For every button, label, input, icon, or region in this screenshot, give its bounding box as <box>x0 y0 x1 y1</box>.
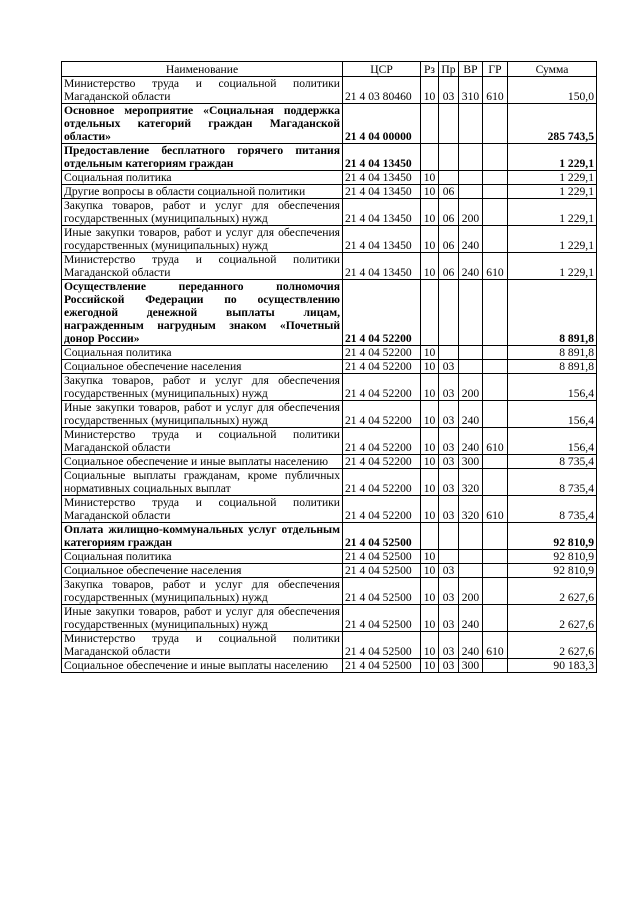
cell-gr <box>483 199 508 226</box>
cell-pr <box>439 523 459 550</box>
cell-rz: 10 <box>421 428 439 455</box>
cell-gr: 610 <box>483 428 508 455</box>
cell-pr <box>439 346 459 360</box>
cell-vr: 240 <box>459 605 483 632</box>
header-pr: Пр <box>439 62 459 77</box>
cell-gr: 610 <box>483 496 508 523</box>
cell-sum: 8 891,8 <box>508 346 597 360</box>
cell-name: Предоставление бесплатного горячего питания отдельным категориям граждан <box>62 144 343 171</box>
budget-table <box>61 61 597 673</box>
cell-pr: 03 <box>439 401 459 428</box>
cell-pr: 03 <box>439 659 459 673</box>
cell-sum: 8 735,4 <box>508 455 597 469</box>
table-row <box>62 226 597 253</box>
cell-sum: 156,4 <box>508 401 597 428</box>
cell-csr: 21 4 04 52200 <box>343 469 421 496</box>
cell-rz: 10 <box>421 374 439 401</box>
table-row <box>62 401 597 428</box>
cell-name: Оплата жилищно-коммунальных услуг отдельным категориям граждан <box>62 523 343 550</box>
cell-csr: 21 4 04 52200 <box>343 455 421 469</box>
cell-sum: 92 810,9 <box>508 523 597 550</box>
table-row <box>62 199 597 226</box>
cell-name: Иные закупки товаров, работ и услуг для обеспечения государственных (муниципальных) нужд <box>62 401 343 428</box>
table-row <box>62 469 597 496</box>
cell-pr <box>439 550 459 564</box>
cell-rz: 10 <box>421 578 439 605</box>
cell-sum: 92 810,9 <box>508 550 597 564</box>
cell-csr: 21 4 04 52200 <box>343 346 421 360</box>
cell-pr: 03 <box>439 578 459 605</box>
cell-name: Закупка товаров, работ и услуг для обеспечения государственных (муниципальных) нужд <box>62 199 343 226</box>
cell-pr: 03 <box>439 360 459 374</box>
cell-gr <box>483 185 508 199</box>
cell-vr <box>459 346 483 360</box>
cell-pr: 06 <box>439 185 459 199</box>
cell-rz: 10 <box>421 185 439 199</box>
cell-csr: 21 4 04 13450 <box>343 185 421 199</box>
table-row <box>62 144 597 171</box>
cell-sum: 8 735,4 <box>508 496 597 523</box>
table-row <box>62 360 597 374</box>
cell-sum: 1 229,1 <box>508 199 597 226</box>
cell-vr: 300 <box>459 659 483 673</box>
cell-gr <box>483 401 508 428</box>
cell-rz: 10 <box>421 469 439 496</box>
cell-vr: 300 <box>459 455 483 469</box>
table-row <box>62 632 597 659</box>
cell-rz: 10 <box>421 496 439 523</box>
cell-name: Основное мероприятие «Социальная поддержка отдельных категорий граждан Магаданской области» <box>62 104 343 144</box>
table-row <box>62 185 597 199</box>
cell-name: Социальная политика <box>62 171 343 185</box>
cell-name: Социальное обеспечение и иные выплаты населению <box>62 455 343 469</box>
cell-pr: 03 <box>439 428 459 455</box>
cell-pr <box>439 104 459 144</box>
table-header-row <box>62 62 597 77</box>
cell-gr <box>483 605 508 632</box>
table-row <box>62 104 597 144</box>
cell-csr: 21 4 04 52500 <box>343 578 421 605</box>
cell-csr: 21 4 04 13450 <box>343 253 421 280</box>
header-csr: ЦСР <box>343 62 421 77</box>
cell-rz <box>421 144 439 171</box>
table-row <box>62 346 597 360</box>
cell-rz: 10 <box>421 605 439 632</box>
table-row <box>62 564 597 578</box>
table-row <box>62 523 597 550</box>
cell-vr <box>459 144 483 171</box>
cell-gr <box>483 550 508 564</box>
cell-sum: 1 229,1 <box>508 171 597 185</box>
cell-vr: 240 <box>459 253 483 280</box>
cell-sum: 156,4 <box>508 374 597 401</box>
cell-pr: 03 <box>439 605 459 632</box>
cell-name: Закупка товаров, работ и услуг для обеспечения государственных (муниципальных) нужд <box>62 374 343 401</box>
cell-name: Министерство труда и социальной политики Магаданской области <box>62 253 343 280</box>
cell-csr: 21 4 04 52200 <box>343 401 421 428</box>
cell-vr: 320 <box>459 496 483 523</box>
table-row <box>62 374 597 401</box>
cell-gr: 610 <box>483 632 508 659</box>
cell-pr: 03 <box>439 632 459 659</box>
cell-csr: 21 4 04 13450 <box>343 144 421 171</box>
cell-rz: 10 <box>421 77 439 104</box>
cell-pr: 03 <box>439 77 459 104</box>
cell-rz <box>421 523 439 550</box>
cell-sum: 1 229,1 <box>508 253 597 280</box>
cell-name: Другие вопросы в области социальной политики <box>62 185 343 199</box>
cell-sum: 90 183,3 <box>508 659 597 673</box>
cell-pr: 03 <box>439 469 459 496</box>
cell-name: Социальная политика <box>62 550 343 564</box>
cell-name: Министерство труда и социальной политики Магаданской области <box>62 496 343 523</box>
cell-csr: 21 4 04 52500 <box>343 659 421 673</box>
cell-rz: 10 <box>421 455 439 469</box>
cell-pr <box>439 144 459 171</box>
cell-rz: 10 <box>421 401 439 428</box>
cell-gr <box>483 144 508 171</box>
cell-csr: 21 4 04 52500 <box>343 550 421 564</box>
table-row <box>62 77 597 104</box>
cell-rz: 10 <box>421 253 439 280</box>
cell-csr: 21 4 04 52200 <box>343 428 421 455</box>
cell-gr <box>483 360 508 374</box>
cell-sum: 150,0 <box>508 77 597 104</box>
cell-sum: 285 743,5 <box>508 104 597 144</box>
cell-sum: 8 891,8 <box>508 360 597 374</box>
header-vr: ВР <box>459 62 483 77</box>
table-row <box>62 280 597 346</box>
cell-vr: 200 <box>459 578 483 605</box>
cell-vr: 240 <box>459 226 483 253</box>
cell-sum: 8 735,4 <box>508 469 597 496</box>
cell-name: Осуществление переданного полномочия Российской Федерации по осуществлению ежегодной денежной выплаты лицам, награжденным нагрудным знаком «Почетный донор России» <box>62 280 343 346</box>
cell-name: Иные закупки товаров, работ и услуг для обеспечения государственных (муниципальных) нужд <box>62 605 343 632</box>
cell-name: Социальная политика <box>62 346 343 360</box>
cell-pr: 06 <box>439 253 459 280</box>
table-row <box>62 455 597 469</box>
cell-gr <box>483 455 508 469</box>
cell-gr <box>483 171 508 185</box>
cell-csr: 21 4 04 52500 <box>343 523 421 550</box>
cell-name: Министерство труда и социальной политики Магаданской области <box>62 632 343 659</box>
cell-csr: 21 4 04 52200 <box>343 360 421 374</box>
cell-vr: 240 <box>459 428 483 455</box>
cell-rz: 10 <box>421 199 439 226</box>
cell-name: Социальное обеспечение населения <box>62 564 343 578</box>
cell-vr <box>459 360 483 374</box>
cell-csr: 21 4 03 80460 <box>343 77 421 104</box>
table-row <box>62 578 597 605</box>
cell-sum: 156,4 <box>508 428 597 455</box>
cell-vr: 200 <box>459 199 483 226</box>
cell-pr: 03 <box>439 564 459 578</box>
table-row <box>62 550 597 564</box>
cell-rz: 10 <box>421 632 439 659</box>
cell-vr <box>459 550 483 564</box>
cell-rz: 10 <box>421 659 439 673</box>
cell-vr <box>459 104 483 144</box>
cell-gr <box>483 564 508 578</box>
cell-sum: 1 229,1 <box>508 185 597 199</box>
cell-pr <box>439 280 459 346</box>
cell-gr <box>483 346 508 360</box>
cell-gr <box>483 374 508 401</box>
cell-rz: 10 <box>421 171 439 185</box>
cell-gr: 610 <box>483 253 508 280</box>
cell-vr: 240 <box>459 632 483 659</box>
header-name: Наименование <box>62 62 343 77</box>
cell-vr <box>459 280 483 346</box>
table-row <box>62 659 597 673</box>
cell-csr: 21 4 04 52500 <box>343 605 421 632</box>
cell-sum: 92 810,9 <box>508 564 597 578</box>
table-row <box>62 605 597 632</box>
cell-pr: 03 <box>439 455 459 469</box>
cell-gr: 610 <box>483 77 508 104</box>
cell-sum: 1 229,1 <box>508 144 597 171</box>
header-gr: ГР <box>483 62 508 77</box>
cell-csr: 21 4 04 13450 <box>343 171 421 185</box>
cell-rz: 10 <box>421 550 439 564</box>
header-sum: Сумма <box>508 62 597 77</box>
cell-rz: 10 <box>421 346 439 360</box>
cell-rz <box>421 280 439 346</box>
cell-vr <box>459 523 483 550</box>
cell-sum: 8 891,8 <box>508 280 597 346</box>
cell-rz: 10 <box>421 226 439 253</box>
cell-pr <box>439 171 459 185</box>
cell-vr: 240 <box>459 401 483 428</box>
table-body <box>62 77 597 673</box>
cell-vr <box>459 185 483 199</box>
cell-pr: 03 <box>439 374 459 401</box>
cell-name: Иные закупки товаров, работ и услуг для обеспечения государственных (муниципальных) нужд <box>62 226 343 253</box>
cell-sum: 2 627,6 <box>508 578 597 605</box>
cell-sum: 2 627,6 <box>508 632 597 659</box>
cell-vr <box>459 564 483 578</box>
cell-name: Социальное обеспечение населения <box>62 360 343 374</box>
cell-rz <box>421 104 439 144</box>
cell-name: Министерство труда и социальной политики Магаданской области <box>62 77 343 104</box>
cell-rz: 10 <box>421 360 439 374</box>
cell-gr <box>483 523 508 550</box>
table-row <box>62 496 597 523</box>
cell-name: Социальные выплаты гражданам, кроме публичных нормативных социальных выплат <box>62 469 343 496</box>
table-row <box>62 171 597 185</box>
cell-csr: 21 4 04 52200 <box>343 374 421 401</box>
cell-csr: 21 4 04 52200 <box>343 280 421 346</box>
cell-name: Министерство труда и социальной политики Магаданской области <box>62 428 343 455</box>
header-rz: Рз <box>421 62 439 77</box>
cell-csr: 21 4 04 52200 <box>343 496 421 523</box>
cell-csr: 21 4 04 52500 <box>343 632 421 659</box>
cell-sum: 2 627,6 <box>508 605 597 632</box>
cell-name: Социальное обеспечение и иные выплаты населению <box>62 659 343 673</box>
cell-rz: 10 <box>421 564 439 578</box>
table-row <box>62 253 597 280</box>
cell-pr: 03 <box>439 496 459 523</box>
cell-vr: 310 <box>459 77 483 104</box>
cell-name: Закупка товаров, работ и услуг для обеспечения государственных (муниципальных) нужд <box>62 578 343 605</box>
cell-vr: 320 <box>459 469 483 496</box>
cell-vr <box>459 171 483 185</box>
cell-gr <box>483 659 508 673</box>
cell-csr: 21 4 04 13450 <box>343 226 421 253</box>
table-row <box>62 428 597 455</box>
cell-pr: 06 <box>439 199 459 226</box>
cell-csr: 21 4 04 00000 <box>343 104 421 144</box>
cell-gr <box>483 280 508 346</box>
cell-gr <box>483 578 508 605</box>
cell-csr: 21 4 04 13450 <box>343 199 421 226</box>
cell-gr <box>483 469 508 496</box>
cell-sum: 1 229,1 <box>508 226 597 253</box>
cell-gr <box>483 104 508 144</box>
cell-pr: 06 <box>439 226 459 253</box>
cell-csr: 21 4 04 52500 <box>343 564 421 578</box>
cell-gr <box>483 226 508 253</box>
cell-vr: 200 <box>459 374 483 401</box>
